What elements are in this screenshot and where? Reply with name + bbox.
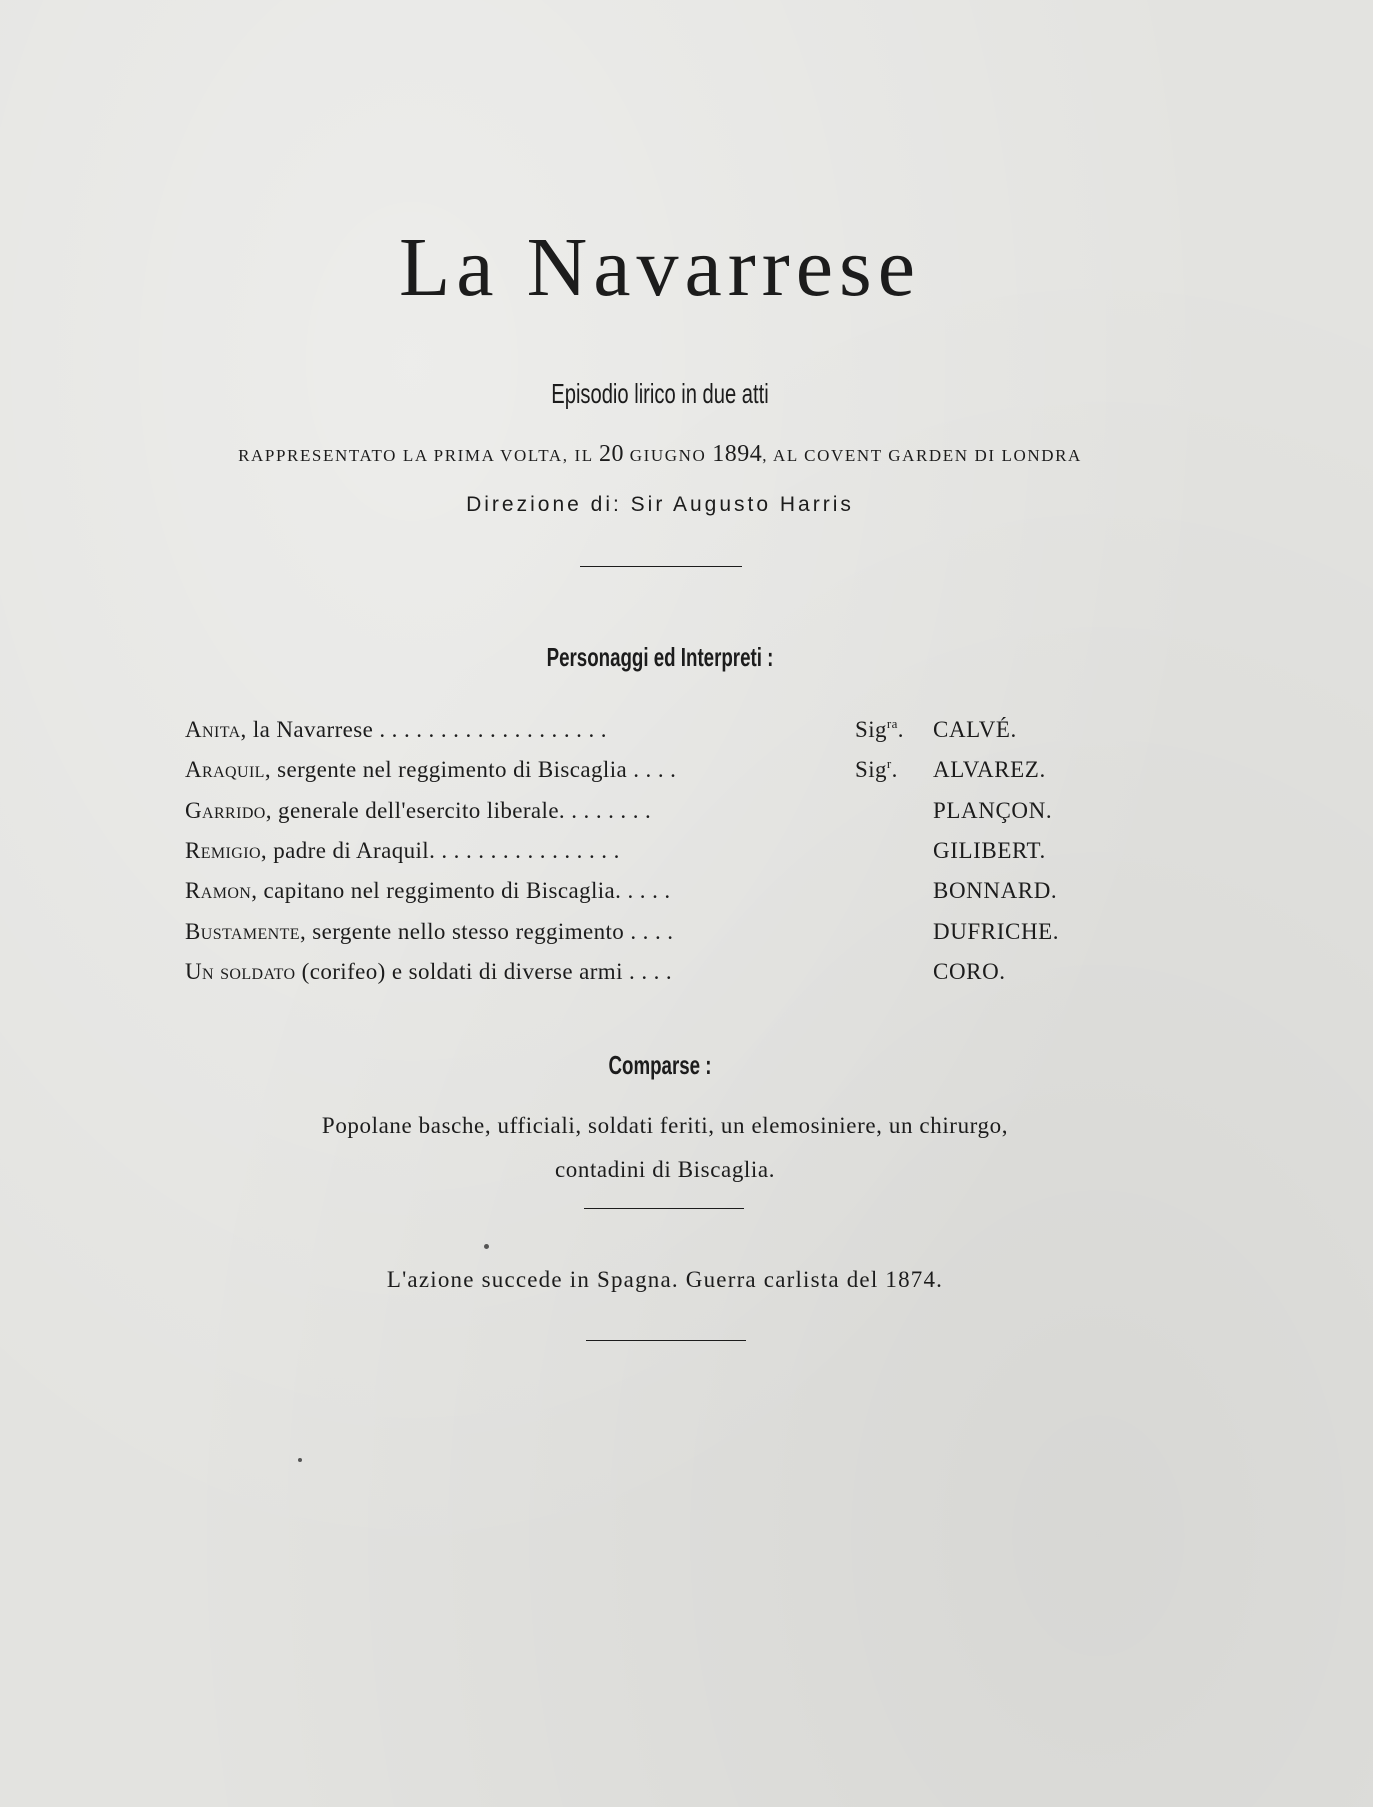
character-name: Bustamente (185, 919, 300, 944)
cast-heading: Personaggi ed Interpreti : (546, 642, 774, 672)
extras-line: contadini di Biscaglia. (554, 1157, 776, 1182)
performer-name: PLANÇON. (933, 798, 1053, 823)
character-name: Un soldato (185, 959, 296, 984)
character-desc: , sergente nello stesso reggimento . . . . (299, 919, 674, 944)
print-speck (298, 1458, 302, 1462)
role-description (185, 797, 651, 825)
character-name: Ramon (185, 878, 252, 903)
extras-heading: Comparse : (608, 1050, 712, 1080)
honorific-end: . (897, 717, 904, 742)
performer-name: GILIBERT. (933, 838, 1046, 863)
print-speck (484, 1244, 489, 1249)
honorific-sup: r (886, 756, 892, 771)
character-desc: , generale dell'esercito liberale. . . . . . . . (265, 798, 652, 823)
divider-1 (580, 566, 742, 567)
character-desc: , capitano nel reggimento di Biscaglia. . . . . (251, 878, 671, 903)
premiere-prefix: RAPPRESENTATO LA PRIMA VOLTA, IL (238, 446, 599, 465)
honorific (855, 756, 898, 784)
performer-name: DUFRICHE. (933, 919, 1060, 944)
role-description (185, 716, 607, 744)
honorific (855, 716, 904, 744)
character-desc: , sergente nel reggimento di Biscaglia . . . . (264, 757, 677, 782)
premiere-day: 20 (598, 441, 624, 467)
character-desc: , padre di Araquil. . . . . . . . . . . . . . . . (260, 838, 620, 863)
character-name: Anita (185, 717, 241, 742)
character-name: Araquil (185, 757, 265, 782)
direction-credit: Direzione di: Sir Augusto Harris (466, 493, 854, 516)
role-description (185, 837, 620, 865)
honorific-sup: ra (886, 716, 898, 731)
performer-name: CORO. (933, 959, 1006, 984)
premiere-month: GIUGNO (623, 446, 713, 465)
premiere-venue: , AL COVENT GARDEN DI LONDRA (762, 446, 1082, 465)
character-name: Remigio (185, 838, 261, 863)
premiere-line (185, 442, 1135, 466)
role-description (185, 958, 672, 986)
performer-name: CALVÉ. (933, 717, 1017, 742)
role-description (185, 877, 671, 905)
setting-note: L'azione succede in Spagna. Guerra carlista del 1874. (386, 1267, 944, 1292)
opera-title: La Navarrese (398, 221, 922, 314)
performer-name: ALVAREZ. (933, 757, 1046, 782)
divider-3 (586, 1340, 746, 1341)
performer-name: BONNARD. (933, 878, 1058, 903)
extras-line: Popolane basche, ufficiali, soldati feriti, un elemosiniere, un chirurgo, (321, 1113, 1009, 1138)
role-description (185, 918, 673, 946)
honorific-end: . (891, 757, 898, 782)
divider-2 (584, 1208, 744, 1209)
honorific-main: Sig (855, 717, 887, 742)
opera-subtitle: Episodio lirico in due atti (551, 378, 769, 409)
character-desc: (corifeo) e soldati di diverse armi . . . . (295, 959, 673, 984)
honorific-main: Sig (855, 757, 887, 782)
extras-list (0, 1104, 1330, 1192)
character-desc: , la Navarrese . . . . . . . . . . . . . . . . . . . (240, 717, 607, 742)
character-name: Garrido (185, 798, 266, 823)
premiere-year: 1894 (712, 441, 763, 467)
role-description (185, 756, 676, 784)
